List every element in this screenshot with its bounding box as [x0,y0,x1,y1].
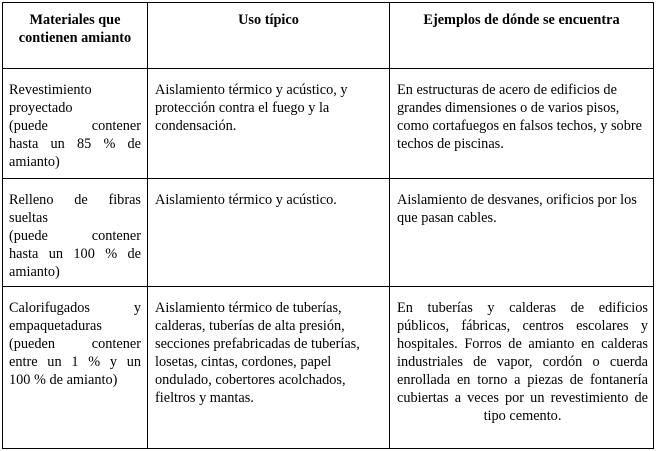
material-cell [3,287,148,449]
header-uso-tipico: Uso típico [148,3,390,69]
material-line: Relleno de fibras [9,192,141,208]
table-row [3,69,654,179]
material-line: hasta un 85 % de [9,136,141,152]
material-cell [3,69,148,179]
header-ejemplos: Ejemplos de dónde se encuentra [390,3,654,69]
material-line: (pueden contener [9,336,141,352]
ejemplos-cell: Aislamiento de desvanes, orificios por los que pasan cables. [390,179,654,287]
uso-cell: Aislamiento térmico de tuberías, calderas, tuberías de alta presión, secciones prefabricadas de tuberías, losetas, cintas, cordones, papel ondulado, cobertores acolchados, fieltros y mantas. [148,287,390,449]
asbestos-materials-table [2,2,654,449]
material-line: sueltas [9,210,48,226]
table-row [3,179,654,287]
header-materiales: Materiales que contienen amianto [3,3,148,69]
material-line: Calorifugados y [9,300,141,316]
material-line: 100 % de amianto) [9,372,118,388]
material-line: hasta un 100 % de [9,246,141,262]
material-line: (puede contener [9,228,141,244]
material-line: entre un 1 % y un [9,354,141,370]
material-line: Revestimiento [9,82,92,98]
material-line: proyectado [9,100,73,116]
material-line: amianto) [9,154,60,170]
material-line: empaquetaduras [9,318,102,334]
uso-cell: Aislamiento térmico y acústico. [148,179,390,287]
table-row [3,287,654,449]
material-line: (puede contener [9,118,141,134]
header-row [3,3,654,69]
ejemplos-cell: En tuberías y calderas de edificios públicos, fábricas, centros escolares y hospitales. Forros de amianto en calderas industriales de vapor, cordón o cuerda enrollada en torno a piezas de fontanería cubiertas a veces por un revestimiento de tipo cemento. [390,287,654,449]
uso-cell: Aislamiento térmico y acústico, y protección contra el fuego y la condensación. [148,69,390,179]
material-line: amianto) [9,264,60,280]
ejemplos-cell: En estructuras de acero de edificios de grandes dimensiones o de varios pisos, como cortafuegos en falsos techos, y sobre techos de piscinas. [390,69,654,179]
material-cell [3,179,148,287]
